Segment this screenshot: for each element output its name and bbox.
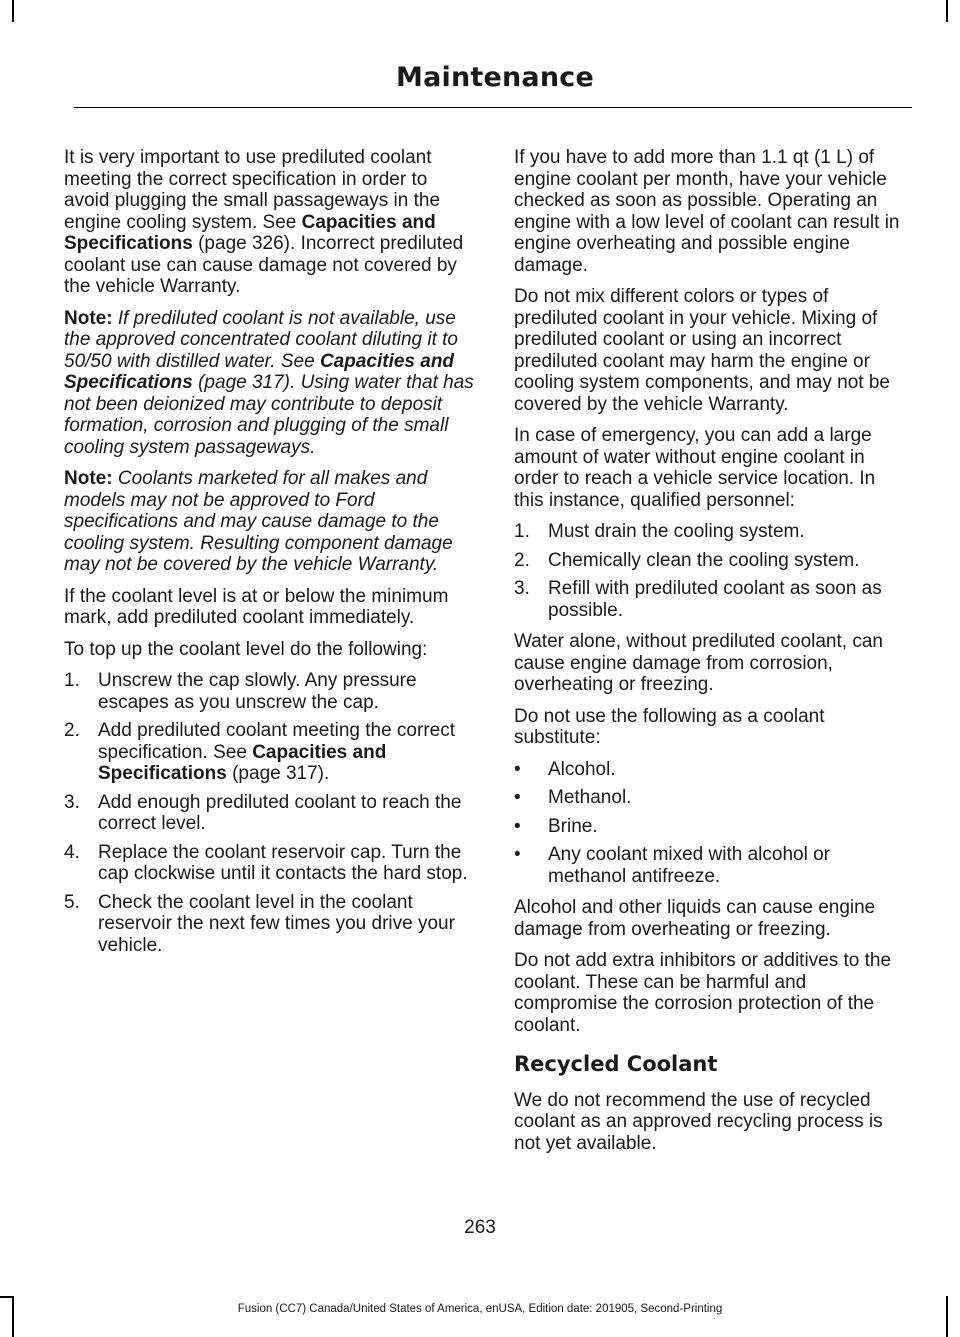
note-2-text: Coolants marketed for all makes and models may not be approved to Ford specifications and may cause damage to the cooling system. Resulting component damage may not be covered by the vehicle Warranty. [64, 468, 453, 575]
inhibitors-paragraph: Do not add extra inhibitors or additives to the coolant. These can be harmful and compromise the corrosion protection of the coolant. [514, 950, 892, 1036]
crop-mark-bottom-left-horizontal [0, 1296, 12, 1298]
list-item: • Any coolant mixed with alcohol or methanol antifreeze. [514, 844, 830, 887]
emergency-paragraph: In case of emergency, you can add a large amount of water without engine coolant in order to reach a vehicle service location. In this instance, qualified personnel: [514, 425, 876, 511]
section-title: Maintenance [396, 62, 594, 93]
list-item: 5. Check the coolant level in the coolant reservoir the next few times you drive your vehicle. [64, 891, 455, 956]
recycled-coolant-heading: Recycled Coolant [514, 1052, 718, 1076]
top-up-intro: To top up the coolant level do the following: [64, 638, 428, 660]
intro-text-b: (page 326). Incorrect prediluted coolant use can cause damage not covered by the vehicle Warranty. [64, 233, 464, 297]
note-1-text-a: If prediluted coolant is not available, use the approved concentrated coolant diluting it to 50/50 with distilled water. See [64, 307, 458, 372]
intro-paragraph [64, 147, 474, 298]
substitute-intro: Do not use the following as a coolant substitute: [514, 705, 825, 748]
mixing-paragraph: Do not mix different colors or types of prediluted coolant in your vehicle. Mixing of prediluted coolant or using an incorrect prediluted coolant may harm the engine or cooling system components, and may not be covered by the vehicle Warranty. [514, 286, 890, 415]
page-number: 263 [464, 1217, 496, 1238]
note-2 [64, 468, 474, 576]
footer-edition: Fusion (CC7) Canada/United States of America, enUSA, Edition date: 201905, Second-Printing [237, 1303, 723, 1315]
note-1-capacities-link[interactable]: Capacities and Specifications [64, 350, 455, 393]
list-item: 1. Unscrew the cap slowly. Any pressure escapes as you unscrew the cap. [64, 670, 417, 713]
substitute-list [514, 759, 910, 888]
note-2-label: Note: [64, 468, 113, 489]
coolant-level-paragraph: If the coolant level is at or below the minimum mark, add prediluted coolant immediately. [64, 585, 449, 628]
top-up-steps [64, 670, 474, 956]
list-item: 3. Add enough prediluted coolant to reach the correct level. [64, 791, 462, 834]
emergency-steps [514, 521, 910, 621]
right-column [514, 147, 910, 1164]
list-item: 2. Add prediluted coolant meeting the correct specification. See Capacities and Specifications (page 317). [64, 720, 455, 784]
list-item: • Brine. [514, 815, 598, 837]
water-alone-paragraph: Water alone, without prediluted coolant, can cause engine damage from corrosion, overheating or freezing. [514, 631, 883, 695]
crop-mark-top-left [12, 0, 14, 22]
list-item: • Alcohol. [514, 758, 616, 780]
list-item: 2. Chemically clean the cooling system. [514, 549, 860, 571]
note-1-label: Note: [64, 307, 113, 329]
list-item: 1. Must drain the cooling system. [514, 521, 805, 542]
intro-text-a: It is very important to use prediluted coolant meeting the correct specification in order to avoid plugging the small passageways in the engine cooling system. See [64, 147, 441, 233]
alcohol-paragraph: Alcohol and other liquids can cause engine damage from overheating or freezing. [514, 897, 876, 940]
left-column [64, 147, 474, 966]
recycled-paragraph: We do not recommend the use of recycled coolant as an approved recycling process is not yet available. [514, 1089, 883, 1154]
add-coolant-paragraph: If you have to add more than 1.1 qt (1 L) of engine coolant per month, have your vehicle checked as soon as possible. Operating an engine with a low level of coolant can result in engine overheating and possible engine damage. [514, 147, 900, 276]
note-1 [64, 308, 474, 459]
list-item: 3. Refill with prediluted coolant as soon as possible. [514, 578, 882, 621]
list-item: 4. Replace the coolant reservoir cap. Turn the cap clockwise until it contacts the hard stop. [64, 841, 468, 884]
note-1-text-b: (page 317). Using water that has not been deionized may contribute to deposit formation, corrosion and plugging of the small cooling system passageways. [64, 372, 474, 458]
page-header [74, 58, 912, 108]
capacities-link[interactable]: Capacities and Specifications [64, 211, 436, 254]
crop-mark-top-right [946, 0, 948, 22]
list-item: • Methanol. [514, 787, 632, 808]
step-capacities-link[interactable]: Capacities and Specifications [98, 741, 387, 784]
